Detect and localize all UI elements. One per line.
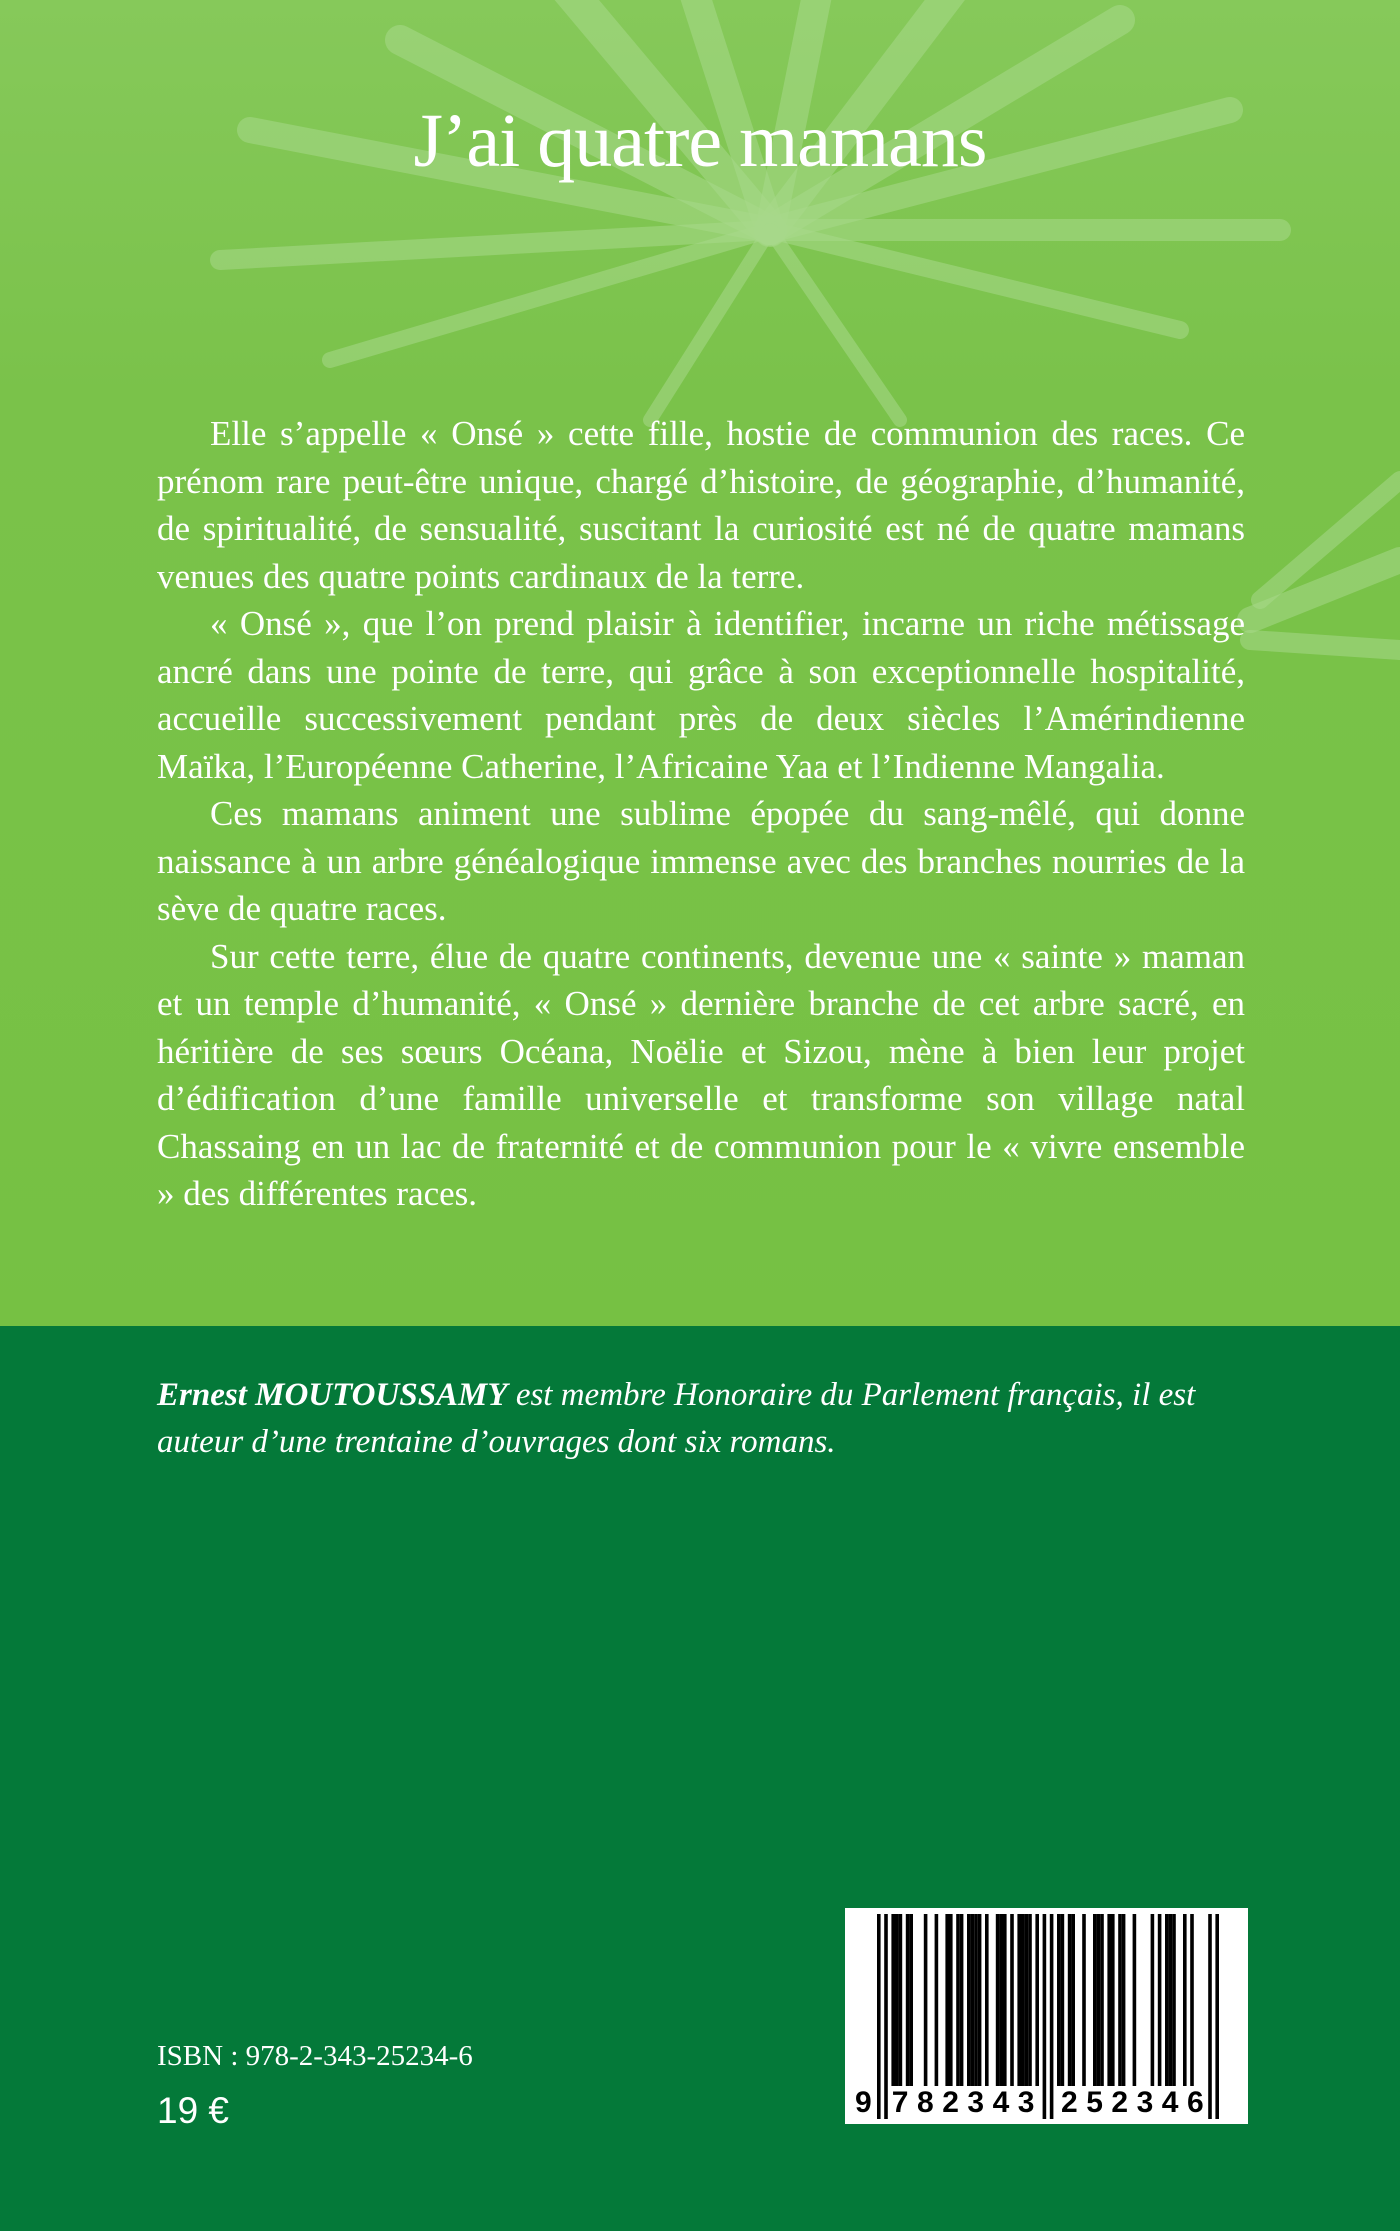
barcode-bar (978, 1914, 982, 2086)
blurb-paragraph: Sur cette terre, élue de quatre continents, devenue une « sainte » maman et un temple d’humanité, « Onsé » dernière branche de cet arbre sacré, en héritière de ses sœurs Océana, Noëlie et Sizou, mène à bien leur projet d’édification d’une famille universelle et transforme son village natal Chassaing en un lac de fraternité et de communion pour le « vivre ensemble » des différentes races. (157, 936, 1245, 1213)
barcode-bar (1097, 1914, 1101, 2086)
blurb-paragraph: Ces mamans animent une sublime épopée du sang-mêlé, qui donne naissance à un arbre généalogique immense avec des branches nourries de la sève de quatre races. (157, 794, 1245, 928)
barcode-bar (909, 1914, 913, 2086)
barcode-bar (1068, 1914, 1072, 2086)
barcode-bar (1165, 1914, 1169, 2086)
barcode-bar (1169, 1914, 1173, 2086)
isbn-label: ISBN : 978-2-343-25234-6 (157, 2040, 473, 2072)
barcode-bar (971, 1914, 975, 2086)
barcode-digit: 2 (1111, 2086, 1129, 2119)
barcode-bar (1071, 1914, 1075, 2086)
barcode-bar (1061, 1914, 1065, 2086)
barcode-bar (967, 1914, 971, 2086)
barcode-digit: 4 (1161, 2086, 1179, 2119)
barcode-digit: 3 (967, 2086, 985, 2119)
barcode-digit: 8 (917, 2086, 934, 2119)
barcode-bar (1111, 1914, 1115, 2086)
barcode-bar (895, 1914, 899, 2086)
barcode-bar (1028, 1914, 1032, 2086)
barcode-bar (945, 1914, 949, 2086)
barcode-digit: 6 (1187, 2086, 1204, 2119)
barcode-bar (985, 1914, 989, 2086)
barcode-bar (1190, 1914, 1194, 2086)
barcode-bar (974, 1914, 978, 2086)
back-cover-blurb (157, 410, 1245, 1218)
barcode-bar (960, 1914, 964, 2086)
author-bio-text: est membre Honoraire du Parlement français, il est auteur d’une trentaine d’ouvrages dont six romans. (157, 1377, 1196, 1460)
barcode-digit: 3 (1136, 2086, 1154, 2119)
barcode-digit: 5 (1086, 2086, 1103, 2119)
barcode-bar (1003, 1914, 1007, 2086)
barcode-bar (1158, 1914, 1162, 2086)
barcode-bar (996, 1914, 1000, 2086)
barcode-bar (1183, 1914, 1187, 2086)
blurb-paragraph: « Onsé », que l’on prend plaisir à identifier, incarne un riche métissage ancré dans une pointe de terre, qui grâce à son exceptionnelle hospitalité, accueille successivement pendant près de deux siècles l’Amérindienne Maïka, l’Européenne Catherine, l’Africaine Yaa et l’Indienne Mangalia. (157, 604, 1245, 786)
barcode-bar (1082, 1914, 1086, 2086)
barcode-bar (949, 1914, 953, 2086)
author-bio (157, 1372, 1247, 1466)
barcode-digit: 2 (1061, 2086, 1078, 2119)
barcode-bar (1057, 1914, 1061, 2086)
barcode-bar (1025, 1914, 1029, 2086)
barcode-digit: 3 (1017, 2086, 1035, 2119)
barcode-bar (1035, 1914, 1039, 2086)
barcode-bar (1017, 1914, 1021, 2086)
barcode-digit: 4 (992, 2086, 1010, 2119)
barcode-bar (924, 1914, 928, 2086)
barcode-digits (845, 2086, 1248, 2120)
barcode-bar (899, 1914, 903, 2086)
barcode (845, 1908, 1248, 2124)
barcode-bar (891, 1914, 895, 2086)
barcode-bar (1093, 1914, 1097, 2086)
barcode-bar (906, 1914, 910, 2086)
barcode-bar (956, 1914, 960, 2086)
barcode-bar (1122, 1914, 1126, 2086)
barcode-bar (1133, 1914, 1137, 2086)
barcode-bar (1010, 1914, 1014, 2086)
barcode-bar (1151, 1914, 1155, 2086)
barcode-bar (1118, 1914, 1122, 2086)
barcode-bar (1172, 1914, 1176, 2086)
barcode-bar (935, 1914, 939, 2086)
barcode-bar (1100, 1914, 1104, 2086)
barcode-digit: 2 (942, 2086, 959, 2119)
barcode-bar (1107, 1914, 1111, 2086)
author-name: Ernest MOUTOUSSAMY (157, 1377, 508, 1413)
barcode-digit: 7 (891, 2086, 909, 2119)
price-label: 19 € (157, 2090, 230, 2131)
barcode-bar (1021, 1914, 1025, 2086)
blurb-paragraph: Elle s’appelle « Onsé » cette fille, hostie de communion des races. Ce prénom rare peut-être unique, chargé d’histoire, de géographie, d’humanité, de spiritualité, de sensualité, suscitant la curiosité est né de quatre mamans venues des quatre points cardinaux de la terre. (157, 414, 1245, 596)
barcode-bar (999, 1914, 1003, 2086)
barcode-digit: 9 (855, 2086, 872, 2119)
book-title: J’ai quatre mamans (413, 99, 987, 183)
